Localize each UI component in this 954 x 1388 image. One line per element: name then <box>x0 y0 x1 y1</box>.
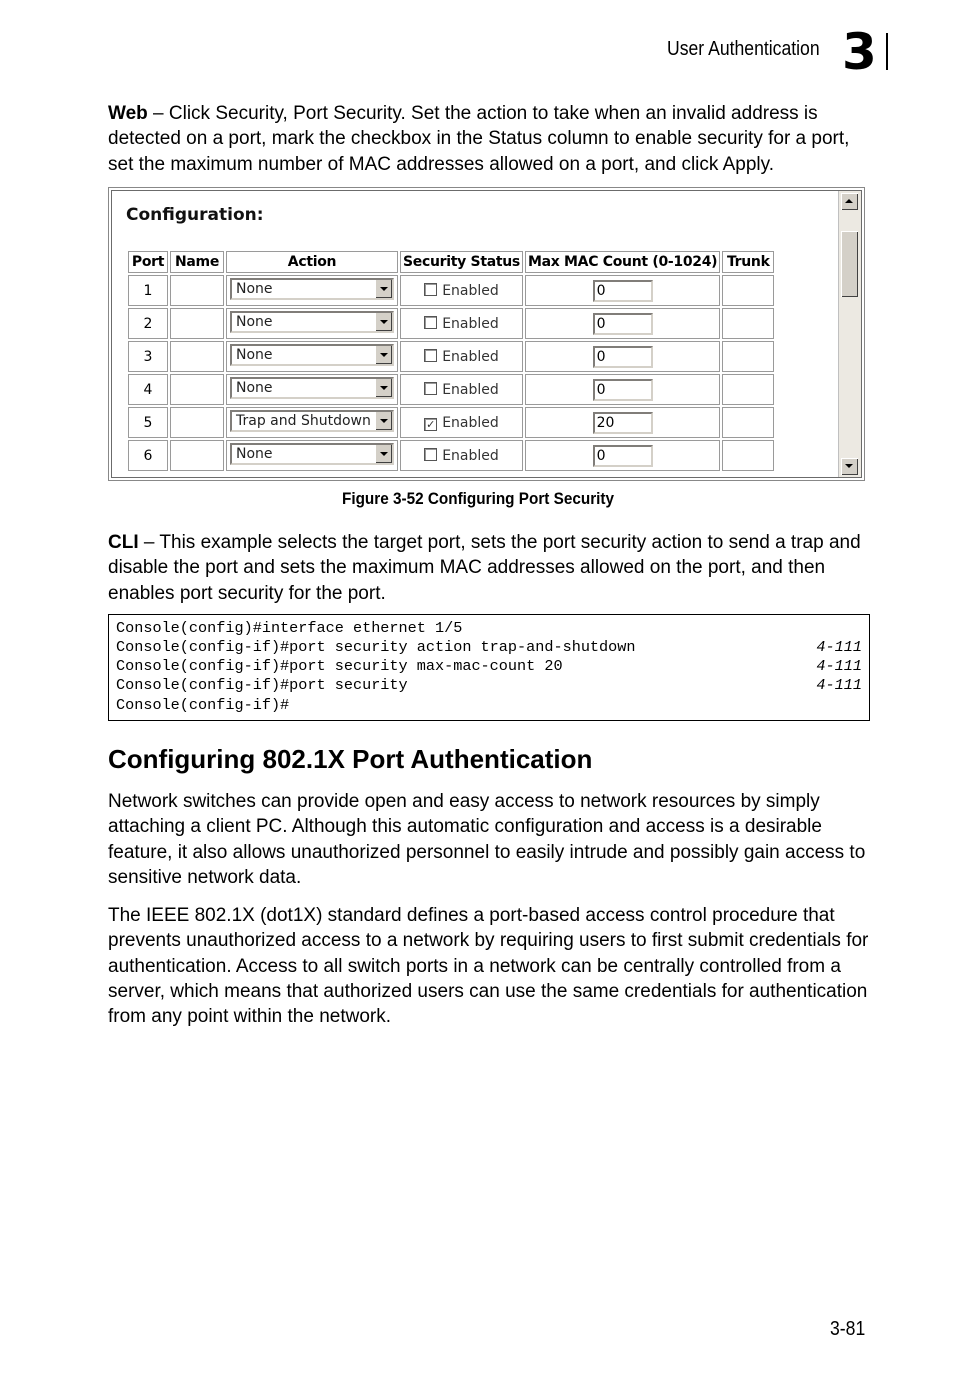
name-cell <box>170 341 224 372</box>
code-reference: 4-111 <box>816 676 862 694</box>
code-line <box>116 657 862 676</box>
action-select-value: None <box>236 313 273 330</box>
name-cell <box>170 308 224 339</box>
max-mac-count-input[interactable]: 0 <box>593 445 653 467</box>
max-mac-count-input[interactable]: 0 <box>593 346 653 368</box>
enabled-checkbox[interactable] <box>424 382 437 395</box>
table-row <box>128 440 774 471</box>
dropdown-arrow-icon[interactable] <box>375 280 392 298</box>
dropdown-arrow-icon[interactable] <box>375 346 392 364</box>
status-cell <box>400 341 523 372</box>
port-cell: 6 <box>128 440 168 471</box>
dropdown-arrow-icon[interactable] <box>375 313 392 331</box>
action-cell <box>226 374 398 405</box>
running-header-title: User Authentication <box>667 38 820 60</box>
code-command: Console(config-if)#port security max-mac-count 20 <box>116 657 563 675</box>
enabled-checkbox[interactable] <box>424 448 437 461</box>
enabled-label: Enabled <box>442 447 499 464</box>
trunk-cell <box>722 308 774 339</box>
port-cell: 3 <box>128 341 168 372</box>
port-cell: 5 <box>128 407 168 438</box>
table-row <box>128 308 774 339</box>
code-line <box>116 638 862 657</box>
security-status <box>424 349 499 365</box>
section-heading: Configuring 802.1X Port Authentication <box>108 744 593 774</box>
status-cell <box>400 374 523 405</box>
scroll-up-arrow-icon[interactable] <box>841 193 858 210</box>
dropdown-arrow-icon[interactable] <box>375 412 392 430</box>
page-number: 3-81 <box>830 1318 866 1340</box>
scroll-down-arrow-icon[interactable] <box>841 458 858 475</box>
enabled-label: Enabled <box>442 315 499 332</box>
status-cell <box>400 407 523 438</box>
table-row <box>128 407 774 438</box>
action-select[interactable] <box>230 311 394 333</box>
action-select[interactable] <box>230 377 394 399</box>
section-paragraph-1: Network switches can provide open and easy access to network resources by simply attaching a client PC. Although this automatic configuration and access is a desirable feature, it also allows unauthorized personnel to easily intrude and possibly gain access to sensitive network data. <box>108 791 866 888</box>
max-mac-cell <box>525 440 720 471</box>
security-status <box>424 415 499 431</box>
code-reference: 4-111 <box>816 657 862 675</box>
web-lead: Web <box>108 103 148 124</box>
table-header-row <box>128 251 774 273</box>
table-row <box>128 374 774 405</box>
scroll-thumb[interactable] <box>841 231 858 297</box>
action-cell <box>226 308 398 339</box>
max-mac-count-input[interactable]: 0 <box>593 280 653 302</box>
enabled-checkbox[interactable] <box>424 283 437 296</box>
col-port: Port <box>128 251 168 273</box>
configuration-title: Configuration: <box>126 205 264 225</box>
action-select-value: None <box>236 445 273 462</box>
enabled-label: Enabled <box>442 381 499 398</box>
action-select-value: Trap and Shutdown <box>236 412 371 429</box>
cli-paragraph <box>108 530 878 606</box>
col-max-mac-count: Max MAC Count (0-1024) <box>525 251 720 273</box>
code-line <box>116 676 862 695</box>
status-cell <box>400 275 523 306</box>
screenshot-frame <box>111 190 862 478</box>
status-cell <box>400 440 523 471</box>
section-paragraph-2: The IEEE 802.1X (dot1X) standard defines a port-based access control procedure that prevents unauthorized access to a network by requiring users to first submit credentials for authentication. Access to all switch ports in a network can be centrally controlled from a server, which means that authorized users can use the same credentials for authentication from any point within the network. <box>108 905 869 1028</box>
action-cell <box>226 341 398 372</box>
col-trunk: Trunk <box>722 251 774 273</box>
code-command: Console(config-if)#port security action trap-and-shutdown <box>116 638 636 656</box>
table-row <box>128 341 774 372</box>
security-status <box>424 382 499 398</box>
security-status <box>424 448 499 464</box>
dropdown-arrow-icon[interactable] <box>375 379 392 397</box>
security-status <box>424 316 499 332</box>
port-cell: 1 <box>128 275 168 306</box>
action-select[interactable] <box>230 443 394 465</box>
action-select-value: None <box>236 280 273 297</box>
max-mac-cell <box>525 308 720 339</box>
action-cell <box>226 407 398 438</box>
status-cell <box>400 308 523 339</box>
action-cell <box>226 275 398 306</box>
security-status <box>424 283 499 299</box>
web-text: – Click Security, Port Security. Set the action to take when an invalid address is detected on a port, mark the checkbox in the Status column to enable security for a port, set the maximum number of MAC addresses allowed on a port, and click Apply. <box>108 103 850 175</box>
col-action: Action <box>226 251 398 273</box>
code-command: Console(config-if)#port security <box>116 676 408 694</box>
action-select-value: None <box>236 346 273 363</box>
code-line <box>116 619 862 638</box>
enabled-checkbox[interactable]: ✓ <box>426 417 436 431</box>
code-command: Console(config-if)# <box>116 696 290 714</box>
trunk-cell <box>722 341 774 372</box>
cli-lead: CLI <box>108 532 139 553</box>
code-reference: 4-111 <box>816 638 862 656</box>
cli-text: – This example selects the target port, sets the port security action to send a trap and disable the port and sets the maximum MAC addresses allowed on the port, and then enables port security for the port. <box>108 532 861 604</box>
max-mac-count-input[interactable]: 20 <box>593 412 653 434</box>
name-cell <box>170 374 224 405</box>
figure-caption: Figure 3-52 Configuring Port Security <box>341 489 615 508</box>
cli-code-block <box>108 614 870 721</box>
max-mac-count-input[interactable]: 0 <box>593 313 653 335</box>
port-cell: 2 <box>128 308 168 339</box>
max-mac-count-input[interactable]: 0 <box>593 379 653 401</box>
header-rule <box>886 33 888 70</box>
port-security-screenshot <box>108 187 865 481</box>
action-select[interactable] <box>230 278 394 300</box>
max-mac-cell <box>525 407 720 438</box>
web-paragraph <box>108 101 878 177</box>
port-security-table <box>126 249 776 473</box>
action-select[interactable] <box>230 410 394 432</box>
action-select[interactable] <box>230 344 394 366</box>
name-cell <box>170 275 224 306</box>
max-mac-cell <box>525 275 720 306</box>
enabled-label: Enabled <box>442 348 499 365</box>
col-name: Name <box>170 251 224 273</box>
name-cell <box>170 407 224 438</box>
port-cell: 4 <box>128 374 168 405</box>
trunk-cell <box>722 407 774 438</box>
enabled-checkbox[interactable] <box>424 349 437 362</box>
enabled-checkbox[interactable] <box>424 316 437 329</box>
vertical-scrollbar[interactable] <box>838 191 861 477</box>
trunk-cell <box>722 440 774 471</box>
max-mac-cell <box>525 341 720 372</box>
col-security-status: Security Status <box>400 251 523 273</box>
chapter-number: 3 <box>842 23 877 81</box>
trunk-cell <box>722 374 774 405</box>
action-select-value: None <box>236 379 273 396</box>
code-command: Console(config)#interface ethernet 1/5 <box>116 619 463 637</box>
table-row <box>128 275 774 306</box>
enabled-label: Enabled <box>442 414 499 431</box>
action-cell <box>226 440 398 471</box>
max-mac-cell <box>525 374 720 405</box>
name-cell <box>170 440 224 471</box>
trunk-cell <box>722 275 774 306</box>
enabled-label: Enabled <box>442 282 499 299</box>
code-line <box>116 696 862 715</box>
dropdown-arrow-icon[interactable] <box>375 445 392 463</box>
